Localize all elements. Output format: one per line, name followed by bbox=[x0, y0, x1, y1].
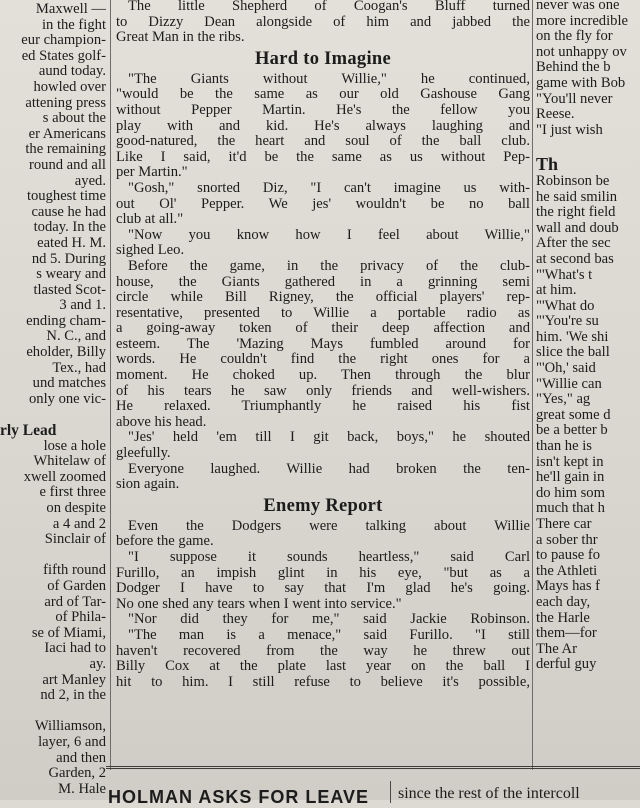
main-article-line: out Ol' Pepper. We jes' wouldn't be no ball bbox=[116, 195, 530, 212]
left-column-line: howled over bbox=[33, 78, 106, 95]
right-column-line: Mays has f bbox=[536, 578, 601, 595]
right-column-line: more incredible bbox=[536, 12, 628, 29]
right-column-line: game with Bob bbox=[536, 74, 626, 91]
right-column-line bbox=[536, 138, 640, 154]
column-rule-left bbox=[110, 0, 111, 770]
left-column-line: eated H. M. bbox=[37, 234, 106, 251]
right-column-line: Robinson be bbox=[536, 172, 610, 189]
left-column-line: and then bbox=[56, 749, 106, 766]
right-column-line: Behind the b bbox=[536, 59, 611, 76]
main-article-line: He relaxed. Triumphantly he raised his fist bbox=[116, 398, 530, 415]
left-column-line: of Phila- bbox=[55, 609, 106, 626]
main-article-line: The little Shepherd of Coogan's Bluff turned bbox=[128, 0, 530, 14]
right-column-line: not unhappy ov bbox=[536, 43, 627, 60]
left-column-subheading: rly Lead bbox=[0, 422, 57, 440]
bottom-article-text: since the rest of the intercoll bbox=[398, 785, 580, 802]
right-column-line: them—for bbox=[536, 625, 597, 642]
left-column-line: layer, 6 and bbox=[38, 733, 106, 750]
left-column-line bbox=[0, 407, 106, 423]
left-column-line: only one vic- bbox=[28, 390, 106, 407]
bottom-headline: HOLMAN ASKS FOR LEAVE bbox=[108, 787, 370, 807]
left-column-line: ard of Tar- bbox=[44, 593, 106, 610]
left-column-line: toughest time bbox=[26, 188, 106, 205]
main-article-line: a going-away token of their deep affection and bbox=[116, 320, 530, 337]
right-column-line: on the fly for bbox=[536, 28, 613, 45]
right-column-line: "'You're su bbox=[536, 313, 599, 330]
right-column-line: he'll gain in bbox=[536, 469, 605, 486]
left-column-line: of Garden bbox=[47, 577, 106, 594]
main-article-line: hit to him. I still refuse to believe it's possible, bbox=[116, 673, 530, 690]
right-column-line: the right field bbox=[536, 204, 616, 221]
main-article-line: Like I said, it'd be the same as us without Pep- bbox=[116, 148, 530, 165]
left-column-line: round and all bbox=[28, 156, 106, 173]
main-article-line: above his head. bbox=[116, 413, 207, 430]
left-column-line: e first three bbox=[39, 484, 106, 501]
main-article-line: Before the game, in the privacy of the club- bbox=[128, 257, 530, 274]
right-column-line: "'What do bbox=[536, 297, 595, 314]
main-article-line: of his tears he saw only friends and well-wishers. bbox=[116, 382, 530, 399]
main-article-line: Everyone laughed. Willie had broken the ten- bbox=[128, 460, 530, 477]
left-column-line: ay. bbox=[89, 655, 106, 672]
right-column-line: There car bbox=[536, 516, 592, 532]
main-article-line: words. He couldn't find the right ones for a bbox=[116, 351, 530, 368]
left-column-line: N. C., and bbox=[46, 328, 106, 345]
left-column-line: und matches bbox=[32, 375, 106, 392]
main-article-line: gleefully. bbox=[116, 445, 171, 462]
right-column-line: derful guy bbox=[536, 656, 597, 673]
main-article-line: good-natured, the heart and soul of the ball club. bbox=[116, 133, 530, 150]
left-column-line: M. Hale bbox=[58, 780, 106, 797]
left-column-line: Maxwell — bbox=[35, 2, 106, 17]
right-column-line: the Harle bbox=[536, 609, 590, 626]
left-column-line: nd 2, in the bbox=[40, 687, 106, 704]
left-column-line: Iaci had to bbox=[44, 640, 106, 657]
main-article-line: sighed Leo. bbox=[116, 242, 185, 259]
left-column-line: art Manley bbox=[42, 671, 106, 688]
right-column-line: "I just wish bbox=[536, 121, 603, 138]
main-article-line: Billy Cox at the plate last year on the ball I bbox=[116, 658, 530, 675]
right-column-line: than he is bbox=[536, 438, 592, 455]
left-column-line: Whitelaw of bbox=[33, 453, 106, 470]
right-column-line: isn't kept in bbox=[536, 453, 604, 470]
left-column-line: a 4 and 2 bbox=[52, 515, 106, 532]
main-article-line: play with and kid. He's always laughing and bbox=[116, 117, 530, 134]
right-column-line: "'Oh,' said bbox=[536, 360, 596, 377]
main-article-line: "Nor did they for me," said Jackie Robinson. bbox=[128, 611, 530, 628]
main-article-line: circle while Bill Rigney, the official players' rep- bbox=[116, 289, 530, 306]
main-article-line: to Dizzy Dean alongside of him and jabbed the bbox=[116, 13, 530, 30]
main-article-line: Great Man in the ribs. bbox=[116, 29, 245, 46]
left-column-line: on despite bbox=[46, 500, 106, 516]
right-column-line: wall and doub bbox=[536, 219, 619, 236]
left-column-line: Williamson, bbox=[34, 718, 106, 735]
left-column-line: aund today. bbox=[38, 63, 106, 80]
main-article-line: Dodger I have to say that I'm glad he's going. bbox=[116, 580, 530, 597]
right-column-line: at second bas bbox=[536, 250, 614, 267]
left-column-line: eholder, Billy bbox=[26, 344, 106, 361]
main-article-line: club at all." bbox=[116, 211, 184, 228]
left-column-line: s about the bbox=[42, 110, 106, 127]
left-column-line: tlasted Scot- bbox=[33, 281, 106, 298]
main-article-line: esteem. The 'Mazing Mays fumbled around for bbox=[116, 335, 530, 352]
left-column-line: ending cham- bbox=[26, 312, 106, 329]
right-column-line: the Athleti bbox=[536, 562, 598, 579]
main-article-line: before the game. bbox=[116, 533, 214, 550]
right-column-line: slice the ball bbox=[536, 344, 610, 361]
left-column-line bbox=[0, 548, 106, 564]
main-article-line: resentative, presented to Willie a portable radio as bbox=[116, 304, 530, 321]
main-article-line: No one shed any tears when I went into service." bbox=[116, 595, 402, 612]
right-column-line: at him. bbox=[536, 282, 577, 299]
left-column-line: 3 and 1. bbox=[59, 297, 106, 314]
left-column-line: Tex., had bbox=[52, 359, 106, 376]
right-column-line: The Ar bbox=[536, 640, 577, 657]
main-article-line: Furillo, an impish glint in his eye, "but as a bbox=[116, 564, 530, 581]
main-article-line: "Now you know how I feel about Willie," bbox=[128, 226, 530, 243]
left-column-line: xwell zoomed bbox=[23, 468, 106, 485]
main-article-column bbox=[116, 0, 530, 690]
right-article-column bbox=[536, 0, 640, 673]
left-column-line: Garden, 2 bbox=[48, 765, 106, 782]
right-column-line: do him som bbox=[536, 484, 605, 501]
right-column-line: Reese. bbox=[536, 106, 575, 123]
main-article-line: "The man is a menace," said Furillo. "I still bbox=[128, 626, 530, 643]
main-article-line: Even the Dodgers were talking about Willie bbox=[128, 517, 530, 534]
right-column-line: never was one bbox=[536, 0, 620, 13]
left-column-line: se of Miami, bbox=[31, 624, 106, 641]
main-article-subheading: Hard to Imagine bbox=[254, 48, 392, 69]
right-column-line: to pause fo bbox=[536, 547, 601, 564]
left-column-line bbox=[0, 704, 106, 720]
left-column-line: er Americans bbox=[28, 125, 106, 142]
left-column-line: nd 5. During bbox=[31, 250, 106, 267]
main-article-line: "would be the same as our old Gashouse Gang bbox=[116, 86, 530, 103]
left-column-line: s weary and bbox=[36, 266, 106, 283]
right-column-line: "You'll never bbox=[536, 90, 613, 107]
left-article-column bbox=[0, 2, 106, 797]
left-column-line: Sinclair of bbox=[44, 531, 106, 548]
left-column-line: lose a hole bbox=[43, 437, 106, 454]
main-article-line: "I suppose it sounds heartless," said Carl bbox=[128, 549, 530, 565]
right-column-subheading: Th bbox=[536, 153, 559, 174]
left-column-line: ayed. bbox=[74, 172, 106, 189]
bottom-headline-bar bbox=[106, 766, 640, 807]
left-column-line: fifth round bbox=[43, 562, 106, 579]
right-column-line: "Willie can bbox=[536, 375, 602, 392]
left-column-line: ed States golf- bbox=[21, 47, 106, 64]
left-column-line: the remaining bbox=[25, 141, 106, 158]
left-column-line: eur champion- bbox=[21, 32, 106, 49]
main-article-line: "The Giants without Willie," he continued, bbox=[128, 70, 530, 87]
main-article-line: haven't recovered from the way he threw out bbox=[116, 642, 530, 659]
left-column-line: today. In the bbox=[33, 219, 106, 236]
right-column-line: "Yes," ag bbox=[536, 391, 591, 408]
right-column-line: he said smilin bbox=[536, 188, 618, 205]
right-column-line: be a better b bbox=[536, 422, 608, 439]
right-column-line: "'What's t bbox=[536, 266, 593, 283]
right-column-line: him. 'We shi bbox=[536, 328, 609, 345]
right-column-line: great some d bbox=[536, 406, 611, 423]
right-column-line: each day, bbox=[536, 593, 591, 610]
main-article-line: without Pepper Martin. He's the fellow you bbox=[116, 101, 530, 118]
right-column-line: a sober thr bbox=[536, 531, 598, 548]
left-column-line: attening press bbox=[25, 94, 106, 111]
column-rule-right bbox=[532, 0, 533, 770]
left-column-line: in the fight bbox=[41, 16, 106, 33]
main-article-line: sion again. bbox=[116, 476, 180, 493]
main-article-line: "Gosh," snorted Diz, "I can't imagine us with- bbox=[128, 179, 530, 196]
main-article-line: "Jes' held 'em till I git back, boys," he shouted bbox=[128, 429, 530, 446]
right-column-line: After the sec bbox=[536, 235, 611, 252]
right-column-line: much that h bbox=[536, 500, 605, 517]
left-column-line: cause he had bbox=[31, 203, 106, 220]
main-article-line: house, the Giants gathered in a grinning semi bbox=[116, 273, 530, 290]
main-article-line: per Martin." bbox=[116, 164, 188, 181]
main-article-subheading: Enemy Report bbox=[263, 495, 383, 516]
main-article-line: moment. He choked up. Then through the blur bbox=[116, 367, 530, 384]
